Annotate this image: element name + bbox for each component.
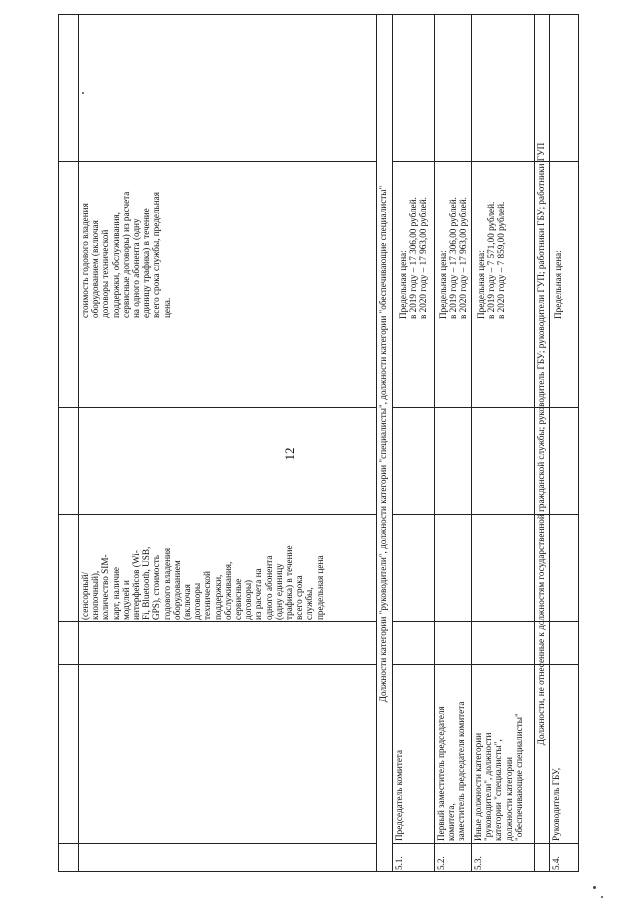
scan-speck [593,886,596,889]
device-spec-text: (сенсорный/ кнопочный), количество SIM- карт, наличие модулей и интерфейсов (Wi- Fi, Bluetooth, USB, GPS), стоимость годового владения оборудованием (включая договоры технической поддержки, обслуживания, сервисные договоры) из расчета на одного абонента (одну единицу трафика) в течение всего срока службы, предельная цена [80,545,325,620]
row-sep-5-2 [434,14,435,872]
ownership-cost-text: стоимость годового владения оборудованием (включая договоры технической поддержки, обслуживания, сервисные договоры) из расчета на одного абонента (одну единицу трафика) в течение всего срока службы, предельная цена. [80,191,172,318]
row-position: Руководитель ГБУ, [551,767,561,841]
row-number: 5.4. [551,856,561,870]
col-sep-c [58,407,376,408]
table-border-right [578,14,579,872]
row-sep-5-4 [549,14,550,872]
row-sep-section2 [534,14,535,872]
row-sep-1 [78,14,79,872]
table-border-top [58,14,579,15]
row-price: Предельная цена: в 2019 году – 17 306,00 рублей. в 2020 году – 17 963,00 рублей. [398,197,429,319]
table-border-left [58,14,59,872]
row-number: 5.2. [436,856,446,870]
row-position: Первый заместитель председателя комитета, заместитель председателя комитета [436,701,467,841]
scan-speck [82,92,84,94]
section-header-categories: Должности категории "руководители", должности категории "специалисты", должности категории "обеспечивающие специалисты" [378,185,388,703]
row-sep-5-1 [392,14,393,872]
row-sep-section1 [376,14,377,872]
table-border-bottom [58,871,579,872]
row-position: Иные должности категории "руководители", должности категории "специалисты", должности категории "обеспечивающие специалисты" [473,713,524,841]
row-price: Предельная цена: в 2019 году – 7 571,00 рублей. в 2020 году – 7 859,00 рублей. [476,201,507,319]
col-sep-c-2 [392,407,579,408]
row-sep-5-3 [471,14,472,872]
section-header-non-civil: Должности, не отнесенные к должностям государственной гражданской службы; руководитель ГБУ; руководители ГУП; работники ГБУ; работники ГУП [536,142,546,746]
norms-table [58,14,579,872]
col-sep-b-2 [392,514,579,515]
col-sep-a [58,621,376,622]
col-sep-d-2 [392,161,579,162]
col-sep-num [58,843,376,844]
page-number: 12 [282,447,297,461]
row-number: 5.1. [394,856,404,870]
col-sep-a-2 [392,621,579,622]
scan-speck [601,896,603,898]
row-position: Председатель комитета [394,749,404,841]
row-price: Предельная цена: в 2019 году – 17 306,00 рублей. в 2020 году – 17 963,00 рублей. [438,197,469,319]
row-price: Предельная цена: [553,250,563,319]
col-sep-position [58,664,376,665]
row-number: 5.3. [473,856,483,870]
